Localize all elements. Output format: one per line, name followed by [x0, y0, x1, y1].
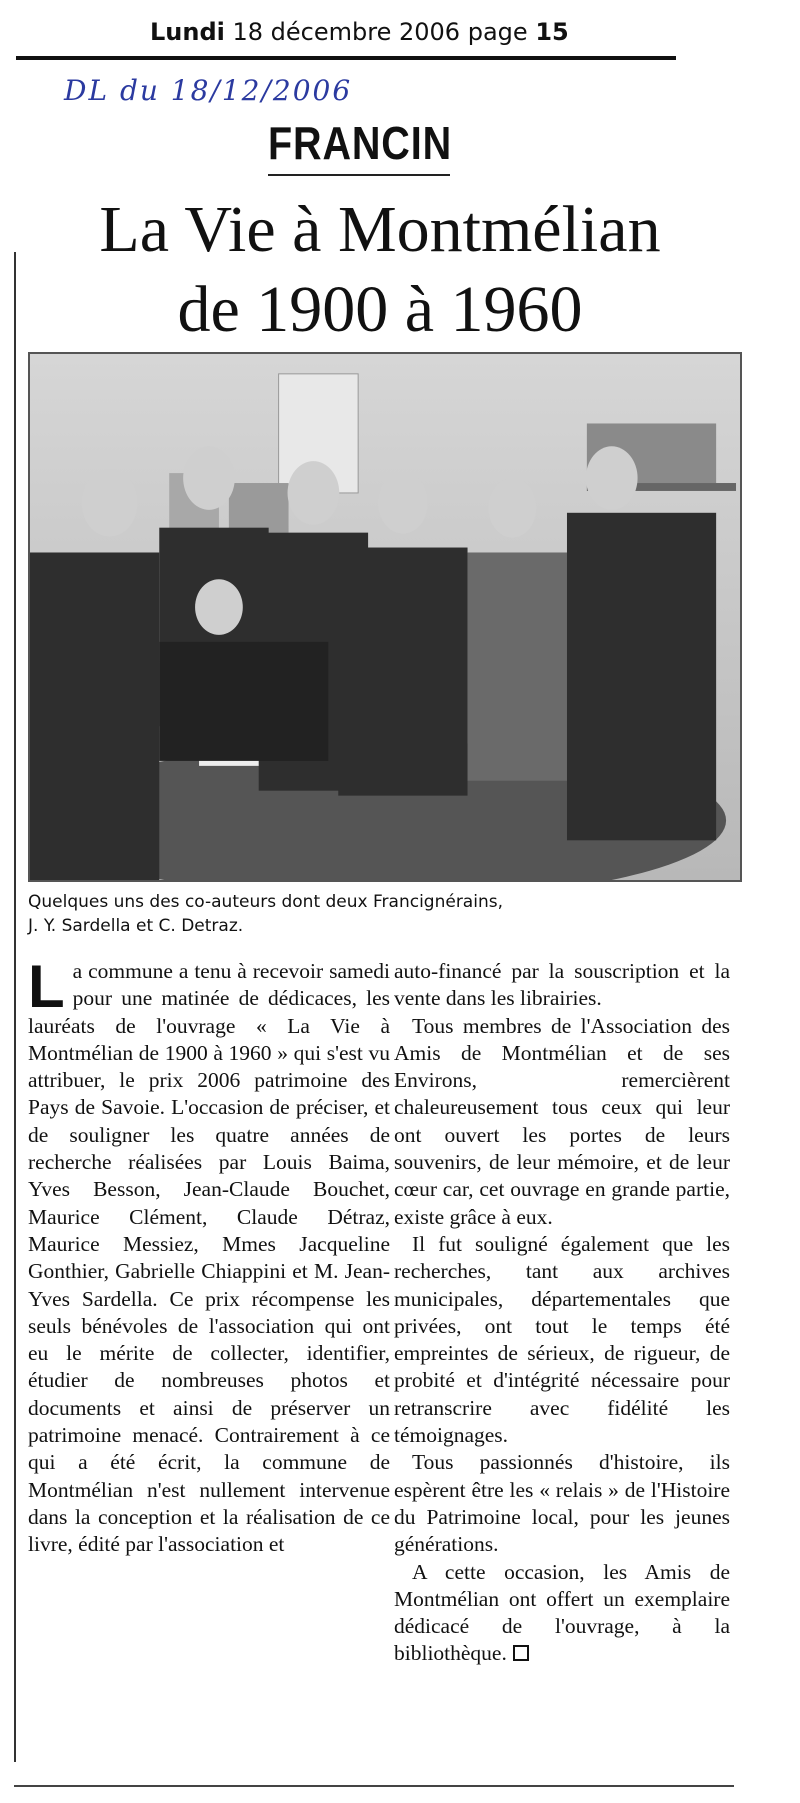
- group-photo: [28, 352, 742, 882]
- page-header: [150, 18, 670, 46]
- caption-line-1: Quelques uns des co-auteurs dont deux Francignérains,: [28, 892, 503, 912]
- photo-caption: [28, 890, 742, 938]
- end-of-article-icon: [513, 1645, 529, 1661]
- article-headline: [20, 190, 740, 350]
- header-page-label: page: [467, 18, 528, 46]
- article-paragraph-5-text: A cette occasion, les Amis de Montmélian ont offert un exemplaire dédicacé de l'ouvrage, à la bibliothèque.: [394, 1559, 730, 1666]
- article-column-left: [28, 953, 390, 1559]
- group-photo-drawing: [30, 354, 740, 880]
- article-paragraph-4: Tous passionnés d'histoire, ils espèrent être les « relais » de l'Histoire du Patrimoine local, pour les jeunes générations.: [394, 1450, 730, 1557]
- header-date: 18 décembre 2006: [232, 18, 461, 46]
- headline-line-2: de 1900 à 1960: [177, 273, 583, 346]
- drop-cap: L: [28, 953, 65, 1020]
- article-paragraph-continuation: auto-financé par la souscription et la vente dans les librairies.: [394, 959, 730, 1011]
- article-paragraph-2: Tous membres de l'Association des Amis de Montmélian et de ses Environs, remercièrent chaleureusement tous ceux qui leur ont ouvert les portes de leurs souvenirs, de leur mémoire, et de leur cœur car, cet ouvrage en grande partie, existe grâce à eux.: [394, 1013, 730, 1229]
- margin-rule: [14, 252, 16, 1762]
- header-page-number: 15: [535, 18, 569, 46]
- handwritten-note: DL du 18/12/2006: [64, 74, 353, 107]
- caption-line-2: J. Y. Sardella et C. Detraz.: [28, 916, 244, 936]
- article-paragraph-5: [394, 1559, 730, 1668]
- section-title: FRANCIN: [268, 117, 453, 169]
- section-rule: [268, 174, 450, 176]
- article-column-right: [394, 958, 730, 1668]
- header-rule: [16, 56, 676, 60]
- headline-line-1: La Vie à Montmélian: [99, 193, 661, 266]
- article-paragraph-1: a commune a tenu à recevoir samedi pour une matinée de dédicaces, les lauréats de l'ouvrage « La Vie à Montmélian de 1900 à 1960 » qui s'est vu attribuer, le prix 2006 patrimoine des Pays de Savoie. L'occasion de préciser, et de souligner les quatre années de recherche réalisées par Louis Baima, Yves Besson, Jean-Claude Bouchet, Maurice Clément, Claude Détraz, Maurice Messiez, Mmes Jacqueline Gonthier, Gabrielle Chiappini et M. Jean-Yves Sardella. Ce prix récompense les seuls bénévoles de l'association qui ont eu le mérite de collecter, identifier, étudier de nombreuses photos et documents et ainsi de préserver un patrimoine menacé. Contrairement à ce qui a été écrit, la commune de Montmélian n'est nullement intervenue dans la conception et la réalisation de ce livre, édité par l'association et: [28, 959, 390, 1557]
- article-paragraph-3: Il fut souligné également que les recherches, tant aux archives municipales, départementales que privées, ont tout le temps été empreintes de sérieux, de rigueur, de probité et d'intégrité nécessaire pour retranscrire avec fidélité les témoignages.: [394, 1231, 730, 1448]
- bottom-rule: [14, 1785, 734, 1787]
- header-day: Lundi: [150, 18, 225, 46]
